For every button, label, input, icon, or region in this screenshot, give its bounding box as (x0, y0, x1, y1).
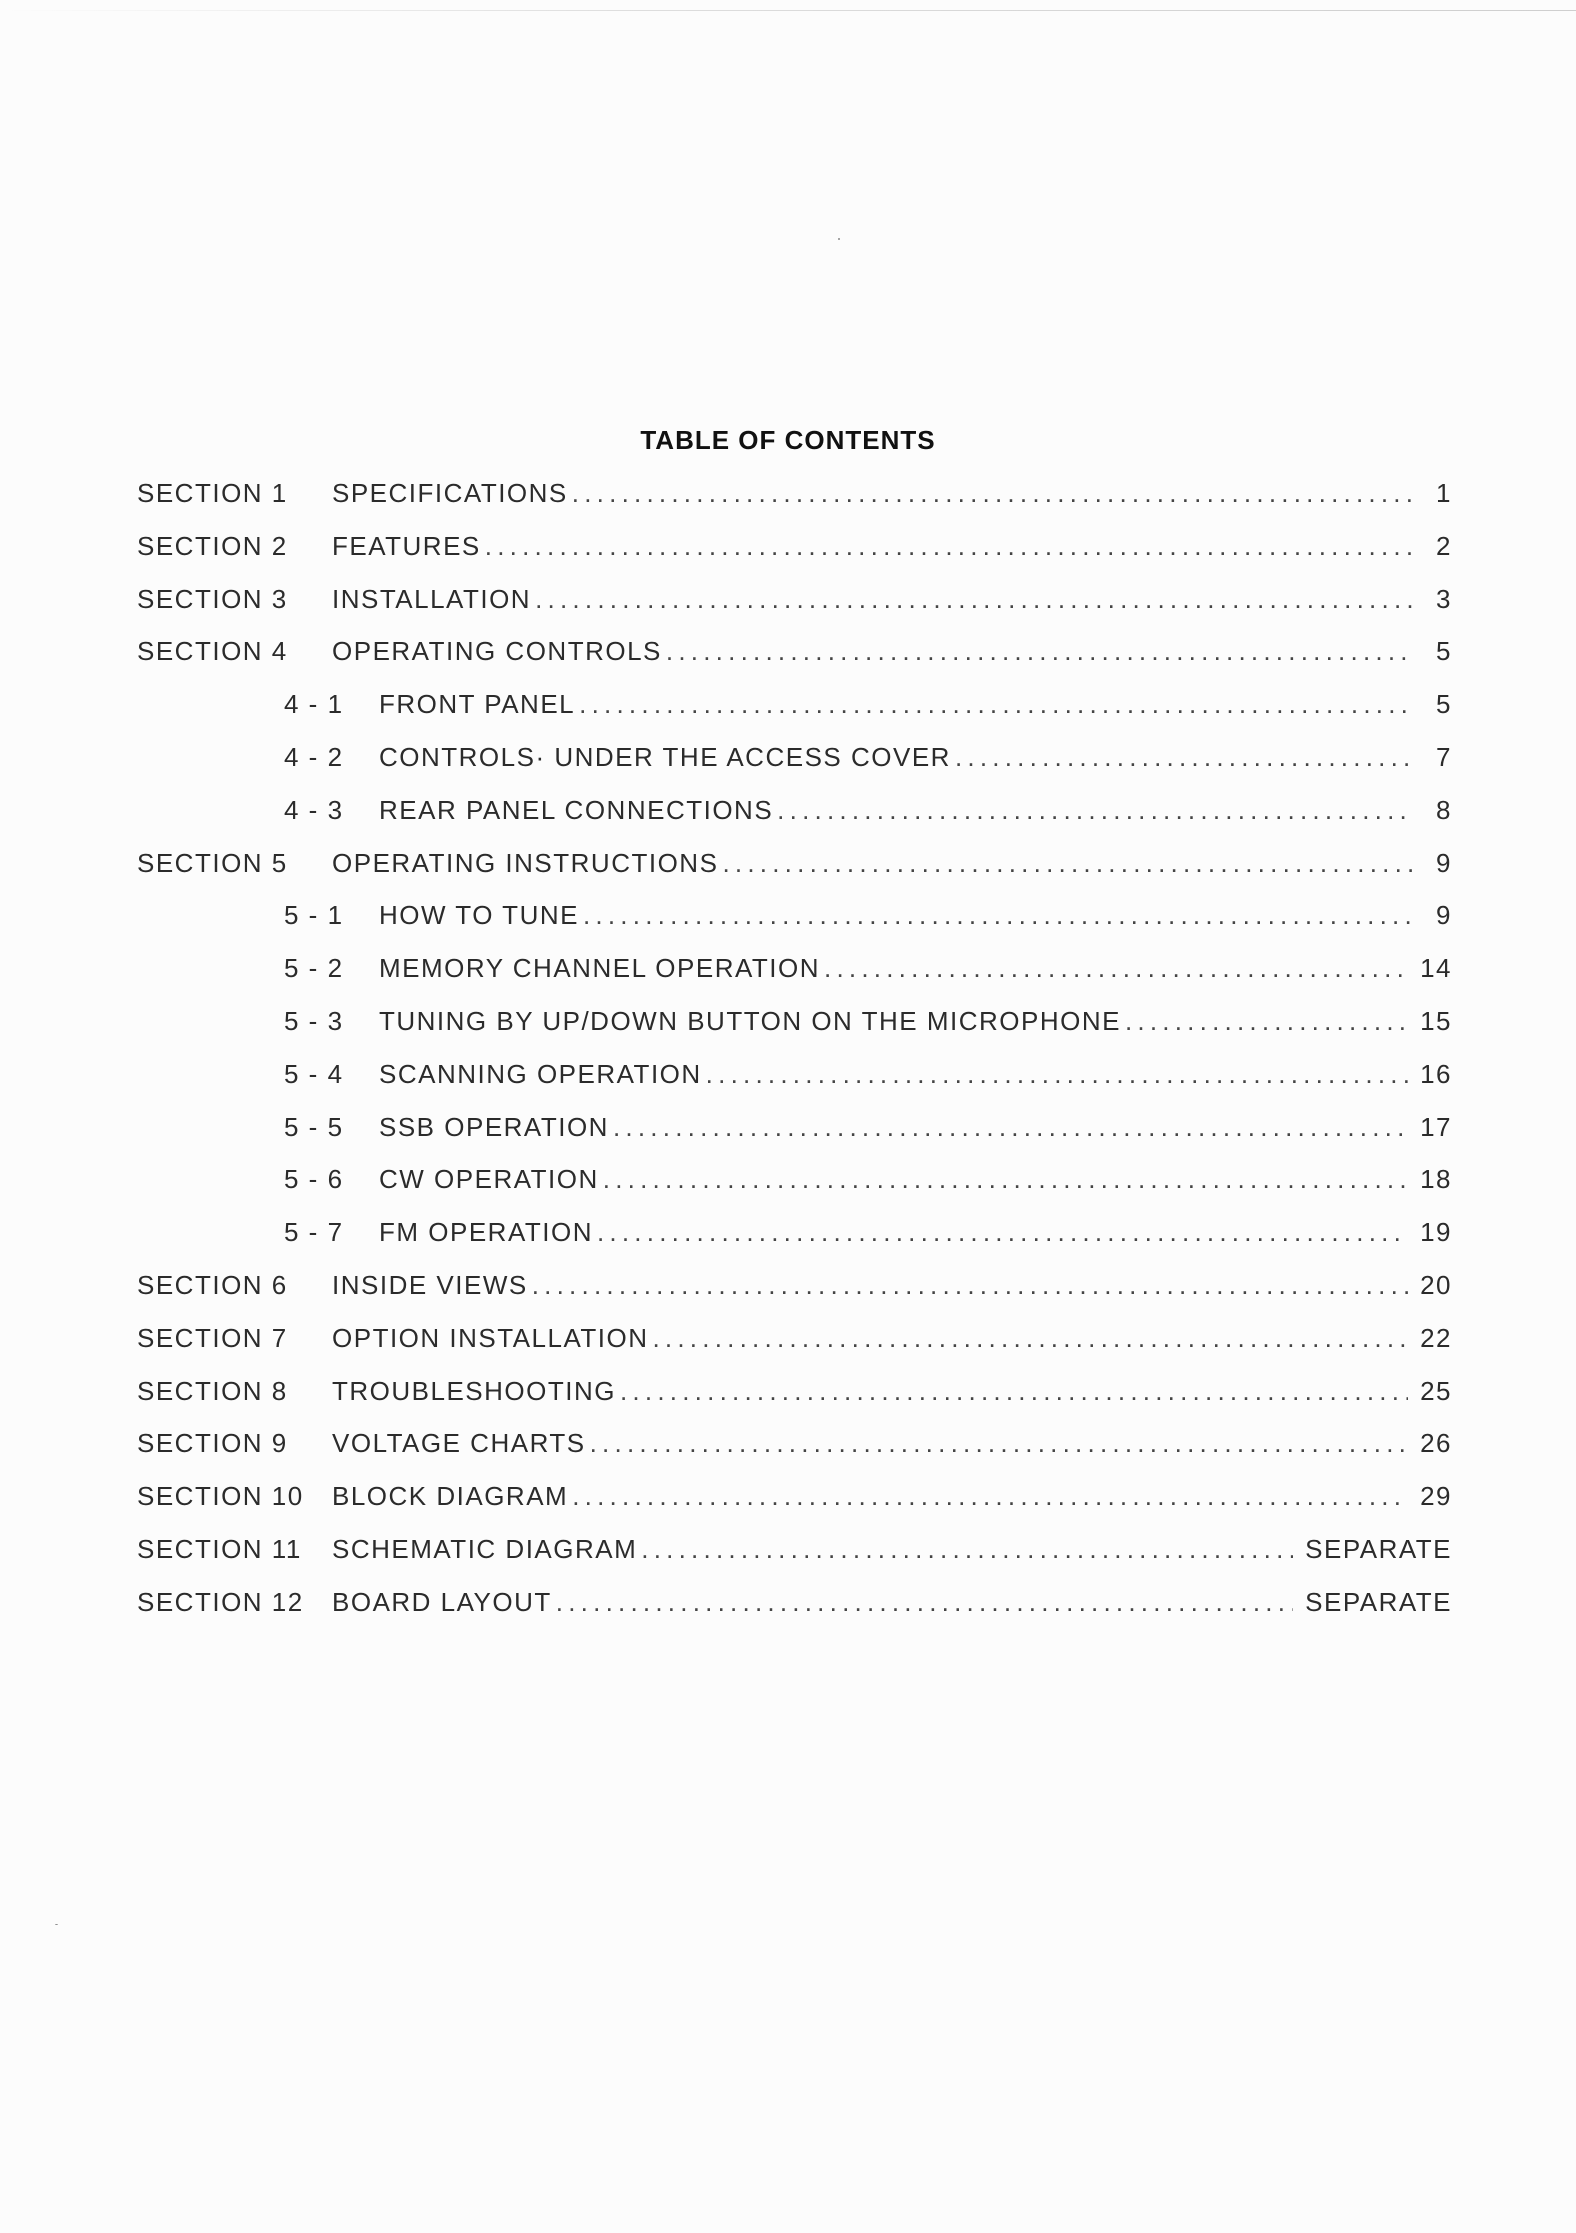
toc-entry-label: OPTION INSTALLATION (332, 1322, 649, 1353)
toc-entry-page: 16 (1420, 1058, 1452, 1089)
toc-subentry (137, 795, 1452, 848)
dot-leader (777, 795, 1412, 826)
toc-entry (137, 1323, 1452, 1376)
toc-entry-number: 5 - 2 (284, 953, 344, 984)
toc-entry-page: SEPARATE (1305, 1586, 1452, 1617)
toc-entry-label: HOW TO TUNE (379, 900, 579, 931)
toc-entry-page: 25 (1420, 1375, 1452, 1406)
toc-entry-page: SEPARATE (1305, 1533, 1452, 1564)
toc-entry (137, 1428, 1452, 1481)
toc-entry-label: BOARD LAYOUT (332, 1586, 552, 1617)
dot-leader (572, 478, 1412, 509)
toc-entry-label: OPERATING INSTRUCTIONS (332, 847, 719, 878)
toc-entry-number: SECTION 3 (137, 583, 288, 614)
toc-entry-label: INSIDE VIEWS (332, 1269, 528, 1300)
dot-leader (652, 1323, 1408, 1354)
toc-entry-number: SECTION 1 (137, 478, 288, 508)
page-title: TABLE OF CONTENTS (640, 425, 936, 456)
toc-entry-number: SECTION 12 (137, 1586, 304, 1617)
toc-entry-page: 5 (1436, 689, 1452, 720)
toc-list (137, 478, 1452, 1640)
toc-entry-number: 5 - 7 (284, 1217, 344, 1248)
toc-entry-number: 4 - 2 (284, 741, 344, 772)
dot-leader (666, 636, 1412, 667)
toc-entry-page: 7 (1436, 741, 1452, 772)
toc-entry-label: TROUBLESHOOTING (332, 1375, 616, 1406)
toc-entry-number: SECTION 5 (137, 847, 288, 878)
toc-entry-label: VOLTAGE CHARTS (332, 1428, 586, 1459)
toc-entry-number: SECTION 8 (137, 1375, 288, 1406)
toc-entry-page: 3 (1436, 583, 1452, 614)
dot-leader (824, 953, 1408, 984)
dot-leader (722, 848, 1412, 879)
toc-entry-page: 5 (1436, 636, 1452, 667)
toc-entry-page: 20 (1420, 1269, 1452, 1300)
toc-entry-page: 19 (1420, 1217, 1452, 1248)
toc-entry-label: FM OPERATION (379, 1217, 593, 1248)
toc-subentry (137, 1217, 1452, 1270)
toc-entry-number: 5 - 6 (284, 1164, 344, 1195)
toc-entry-number: 5 - 5 (284, 1111, 344, 1142)
toc-entry (137, 478, 1452, 531)
dot-leader (620, 1376, 1408, 1407)
dot-leader (583, 900, 1412, 931)
toc-entry-page: 14 (1420, 953, 1452, 984)
dot-leader (579, 689, 1412, 720)
toc-entry-number: SECTION 10 (137, 1481, 304, 1512)
toc-entry-number: 5 - 1 (284, 900, 344, 931)
toc-entry-number: 4 - 1 (284, 689, 344, 720)
toc-subentry (137, 1112, 1452, 1165)
toc-entry (137, 1376, 1452, 1429)
dot-leader (535, 584, 1412, 615)
toc-subentry (137, 1006, 1452, 1059)
toc-entry-number: 4 - 3 (284, 794, 344, 825)
toc-entry-page: 9 (1436, 900, 1452, 931)
dot-leader (706, 1059, 1408, 1090)
toc-entry-number: SECTION 9 (137, 1428, 288, 1459)
toc-entry-label: INSTALLATION (332, 583, 532, 614)
scan-speck (838, 238, 840, 240)
toc-entry-label: CONTROLS· UNDER THE ACCESS COVER (379, 741, 951, 772)
toc-entry-label: FEATURES (332, 530, 481, 561)
scan-speck (55, 1924, 58, 1925)
toc-entry-page: 8 (1436, 794, 1452, 825)
toc-entry-number: SECTION 6 (137, 1269, 288, 1300)
toc-entry (137, 1534, 1452, 1587)
toc-entry (137, 1270, 1452, 1323)
toc-entry-label: OPERATING CONTROLS (332, 636, 662, 667)
toc-entry (137, 584, 1452, 637)
toc-entry-number: SECTION 4 (137, 636, 288, 667)
toc-entry-page: 26 (1420, 1428, 1452, 1459)
toc-entry-label: SCANNING OPERATION (379, 1058, 702, 1089)
dot-leader (641, 1534, 1293, 1565)
dot-leader (603, 1164, 1408, 1195)
dot-leader (1125, 1006, 1408, 1037)
toc-entry-page: 17 (1420, 1111, 1452, 1142)
toc-entry-label: SCHEMATIC DIAGRAM (332, 1533, 638, 1564)
toc-subentry (137, 689, 1452, 742)
dot-leader (532, 1270, 1408, 1301)
toc-entry-label: FRONT PANEL (379, 689, 576, 720)
toc-entry-page: 29 (1420, 1481, 1452, 1512)
toc-entry (137, 1481, 1452, 1534)
toc-entry-label: TUNING BY UP/DOWN BUTTON ON THE MICROPHONE (379, 1005, 1121, 1036)
toc-entry-label: BLOCK DIAGRAM (332, 1481, 569, 1512)
toc-entry-page: 15 (1420, 1005, 1452, 1036)
dot-leader (485, 531, 1412, 562)
dot-leader (955, 742, 1412, 773)
toc-entry-label: CW OPERATION (379, 1164, 599, 1195)
toc-entry (137, 1587, 1452, 1640)
toc-entry-label: REAR PANEL CONNECTIONS (379, 794, 774, 825)
toc-entry-page: 9 (1436, 847, 1452, 878)
toc-entry (137, 531, 1452, 584)
toc-entry (137, 848, 1452, 901)
toc-subentry (137, 900, 1452, 953)
toc-entry-number: SECTION 2 (137, 530, 288, 561)
dot-leader (572, 1481, 1408, 1512)
dot-leader (556, 1587, 1293, 1618)
toc-subentry (137, 1164, 1452, 1217)
scan-edge-line (0, 10, 1576, 11)
toc-entry-label: MEMORY CHANNEL OPERATION (379, 953, 820, 984)
dot-leader (590, 1428, 1408, 1459)
toc-entry-label: SPECIFICATIONS (332, 478, 568, 508)
toc-entry-label: SSB OPERATION (379, 1111, 609, 1142)
toc-entry (137, 636, 1452, 689)
dot-leader (613, 1112, 1408, 1143)
toc-subentry (137, 742, 1452, 795)
toc-entry-number: SECTION 11 (137, 1533, 302, 1564)
toc-entry-page: 22 (1420, 1322, 1452, 1353)
toc-entry-page: 2 (1436, 530, 1452, 561)
dot-leader (597, 1217, 1408, 1248)
toc-entry-page: 18 (1420, 1164, 1452, 1195)
toc-subentry (137, 953, 1452, 1006)
toc-entry-number: 5 - 3 (284, 1005, 344, 1036)
toc-entry-page: 1 (1436, 478, 1452, 508)
toc-subentry (137, 1059, 1452, 1112)
toc-entry-number: 5 - 4 (284, 1058, 344, 1089)
toc-entry-number: SECTION 7 (137, 1322, 288, 1353)
